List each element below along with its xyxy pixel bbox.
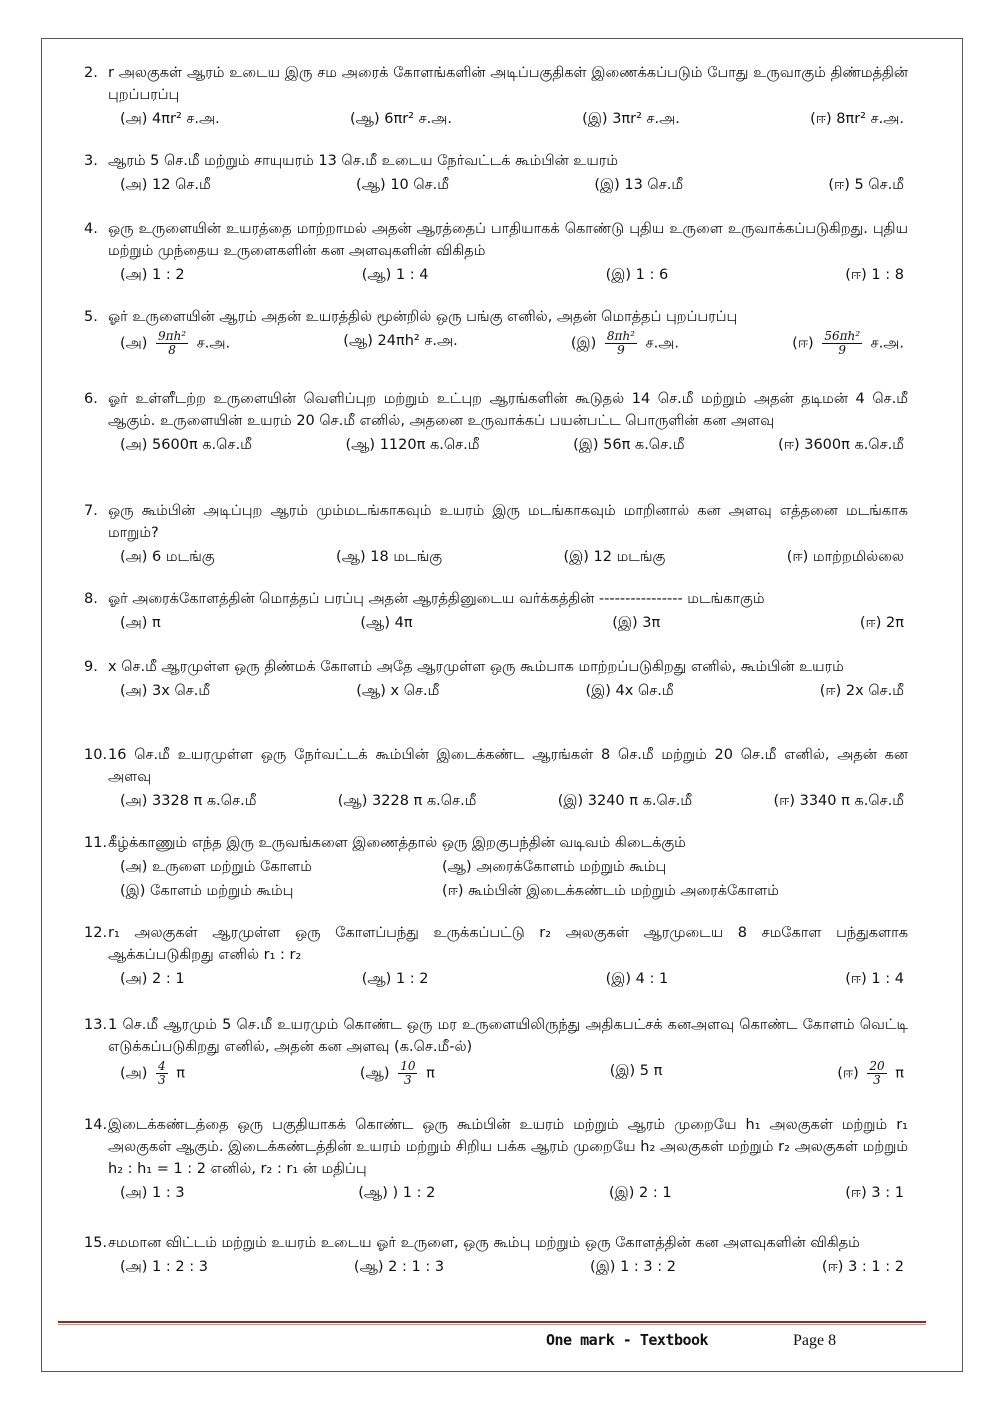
question-text: ஆரம் 5 செ.மீ மற்றும் சாயுயரம் 13 செ.மீ உடைய நேர்வட்டக் கூம்பின் உயரம் [108,153,618,169]
question-stem [84,1232,908,1254]
option-suffix: ச.அ. [640,335,679,352]
option-2[interactable] [442,856,904,878]
option-label: (இ) [570,335,601,352]
option-3[interactable] [564,546,666,568]
question-stem [84,744,908,788]
option-3[interactable] [571,330,679,357]
option-value: 4πr² ச.அ. [152,111,220,127]
option-label: (ஆ) [358,1185,393,1201]
option-1[interactable] [120,1060,185,1087]
option-3[interactable] [120,880,442,902]
option-value: 5600π க.செ.மீ [152,437,252,453]
option-label: (ஈ) [845,971,872,987]
option-suffix: π [890,1065,904,1082]
footer-rule-thin [58,1324,926,1325]
option-4[interactable] [828,174,904,196]
option-3[interactable] [612,612,660,634]
question-2 [84,62,908,130]
option-list [84,1182,908,1204]
option-value: கோளம் மற்றும் கூம்பு [150,883,294,899]
option-value: 18 மடங்கு [370,549,443,565]
fraction-numerator: 4 [158,1059,166,1073]
option-label: (ஆ) [360,615,395,631]
option-label: (இ) [585,683,616,699]
option-3[interactable] [590,1256,676,1278]
option-4[interactable] [822,1256,904,1278]
question-9 [84,656,908,702]
option-value: 3x செ.மீ [152,683,211,699]
option-label: (அ) [120,859,153,875]
option-value: 1 : 8 [871,267,904,283]
option-2[interactable] [356,680,439,702]
option-4[interactable] [845,968,904,990]
option-label: (ஈ) [859,615,886,631]
fraction-denominator: 8 [168,343,176,357]
option-label: (அ) [120,971,153,987]
option-1[interactable] [120,1256,208,1278]
fraction [156,330,188,357]
question-stem [84,1114,908,1180]
option-1[interactable] [120,790,256,812]
option-list [84,264,908,286]
option-value: உருளை மற்றும் கோளம் [152,859,312,875]
fraction [822,330,862,357]
question-stem [84,218,908,262]
option-value: 2 : 1 [639,1185,672,1201]
question-stem [84,500,908,544]
option-label: (ஈ) [845,1185,872,1201]
option-value: 5 செ.மீ [854,177,904,193]
option-list [84,612,908,634]
option-suffix: ச.அ. [192,335,231,352]
question-number: 6. [84,391,98,407]
option-label: (அ) [120,1065,153,1082]
option-label: (ஆ) [361,267,396,283]
fraction-numerator: 9πh² [158,329,187,343]
option-4[interactable] [792,330,904,357]
option-label: (அ) [120,683,153,699]
option-4[interactable] [845,264,904,286]
option-value: 12 மடங்கு [593,549,666,565]
option-label: (ஆ) [343,333,378,349]
option-value: 56π க.செ.மீ [603,437,685,453]
option-value: கூம்பின் இடைக்கண்டம் மற்றும் அரைக்கோளம் [468,883,779,899]
option-label: (ஆ) [442,859,477,875]
option-value: 3 : 1 : 2 [848,1259,904,1275]
option-2[interactable] [345,434,479,456]
option-2[interactable] [338,790,477,812]
option-value: 1 : 3 [152,1185,185,1201]
option-label: (ஆ) [359,1065,395,1082]
question-text: ஒரு கூம்பின் அடிப்புற ஆரம் மும்மடங்காகவும் உயரம் இரு மடங்காகவும் மாறினால் கன அளவு எத்தனை மடங்காக மாறும்? [108,503,908,541]
option-label: (அ) [120,615,153,631]
question-text: 16 செ.மீ உயரமுள்ள ஒரு நேர்வட்டக் கூம்பின் இடைக்கண்ட ஆரங்கள் 8 செ.மீ மற்றும் 20 செ.மீ எனில், அதன் கன அளவு [108,747,908,785]
option-label: (ஈ) [786,549,813,565]
option-1[interactable] [120,174,211,196]
option-value: மாற்றமில்லை [812,549,904,565]
question-number: 4. [84,221,98,237]
option-1[interactable] [120,612,161,634]
question-4 [84,218,908,286]
option-list [84,680,908,702]
question-12 [84,922,908,990]
option-4[interactable] [442,880,904,902]
option-label: (அ) [120,1259,153,1275]
option-label: (இ) [605,267,636,283]
option-label: (இ) [609,1185,640,1201]
option-suffix: ச.அ. [866,335,904,352]
option-label: (ஈ) [810,111,837,127]
option-label: (ஆ) [353,1259,389,1275]
fraction-numerator: 8πh² [606,329,635,343]
option-list [84,434,908,456]
option-value: 24πh² ச.அ. [377,333,458,349]
option-3[interactable] [586,680,674,702]
option-value: ) 1 : 2 [392,1185,436,1201]
option-label: (இ) [612,615,643,631]
question-14 [84,1114,908,1204]
question-8 [84,588,908,634]
option-label: (இ) [582,111,613,127]
page-number: Page 8 [793,1332,837,1349]
option-value: 3328 π க.செ.மீ [152,793,257,809]
fraction [867,1060,886,1087]
option-list [84,546,908,568]
option-label: (அ) [120,335,153,352]
option-label: (இ) [563,549,594,565]
option-label: (அ) [120,549,153,565]
question-number: 9. [84,659,98,675]
question-6 [84,388,908,456]
option-list [84,330,908,357]
question-stem [84,832,908,854]
option-2[interactable] [336,546,442,568]
question-11 [84,832,908,902]
option-4[interactable] [778,434,904,456]
question-text: ஒரு உருளையின் உயரத்தை மாற்றாமல் அதன் ஆரத்தைப் பாதியாகக் கொண்டு புதிய உருளை உருவாக்கப்படுகிறது. புதிய மற்றும் முந்தைய உருளைகளின் கன அளவுகளின் விகிதம் [108,221,908,259]
option-4[interactable] [820,680,904,702]
option-label: (இ) [590,1259,621,1275]
option-4[interactable] [773,790,904,812]
option-2[interactable] [343,330,457,357]
option-label: (இ) [605,971,636,987]
option-list [84,174,908,196]
option-value: 12 செ.மீ [152,177,211,193]
option-label: (ஆ) [337,793,373,809]
option-2[interactable] [350,108,452,130]
question-number: 10. [84,747,108,763]
question-stem [84,306,908,328]
option-label: (அ) [120,267,153,283]
question-15 [84,1232,908,1278]
option-label: (அ) [120,1185,153,1201]
option-value: 4π [394,615,413,631]
question-13 [84,1014,908,1087]
option-label: (இ) [557,793,588,809]
question-stem [84,588,908,610]
option-value: 1 : 4 [395,267,429,283]
fraction-numerator: 56πh² [824,329,861,343]
option-label: (ஈ) [778,437,805,453]
fraction [156,1060,168,1087]
option-value: அரைக்கோளம் மற்றும் கூம்பு [476,859,667,875]
option-1[interactable] [120,680,210,702]
option-value: 3π [642,615,661,631]
option-list [84,1060,908,1087]
option-label: (ஆ) [361,971,396,987]
option-label: (அ) [120,111,153,127]
option-1[interactable] [120,330,230,357]
option-3[interactable] [594,174,683,196]
option-1[interactable] [120,856,442,878]
option-2[interactable] [354,1256,444,1278]
option-3[interactable] [610,1060,663,1087]
option-1[interactable] [120,968,185,990]
question-number: 7. [84,503,98,519]
question-number: 11. [84,835,108,851]
option-value: π [152,615,161,631]
option-label: (ஈ) [792,335,819,352]
option-label: (அ) [120,793,153,809]
option-value: 1 : 2 : 3 [152,1259,208,1275]
question-number: 12. [84,925,108,941]
option-value: x செ.மீ [390,683,440,699]
question-text: ஓர் அரைக்கோளத்தின் மொத்தப் பரப்பு அதன் ஆரத்தினுடைய வர்க்கத்தின் ---------------- மடங்காகும் [108,591,765,607]
option-value: 8πr² ச.அ. [836,111,904,127]
question-stem [84,922,908,966]
option-3[interactable] [606,968,669,990]
option-3[interactable] [582,108,680,130]
fraction-denominator: 9 [838,343,846,357]
question-number: 5. [84,309,98,325]
option-value: 1 : 3 : 2 [620,1259,676,1275]
question-stem [84,1014,908,1058]
question-10 [84,744,908,812]
option-label: (ஆ) [336,549,371,565]
option-label: (அ) [120,437,153,453]
fraction-denominator: 3 [873,1073,881,1087]
option-label: (இ) [573,437,604,453]
option-suffix: π [171,1065,186,1082]
option-1[interactable] [120,1182,185,1204]
option-label: (ஆ) [356,683,391,699]
option-2[interactable] [362,968,429,990]
question-number: 15. [84,1235,108,1251]
option-4[interactable] [837,1060,904,1087]
option-value: 6 மடங்கு [152,549,215,565]
fraction-numerator: 10 [400,1059,416,1073]
question-text: x செ.மீ ஆரமுள்ள ஒரு திண்மக் கோளம் அதே ஆரமுள்ள ஒரு கூம்பாக மாற்றப்படுகிறது எனில், கூம்பின் உயரம் [108,659,844,675]
question-stem [84,150,908,172]
option-value: 5 π [639,1063,663,1079]
question-stem [84,388,908,432]
option-value: 1120π க.செ.மீ [379,437,480,453]
fraction-numerator: 20 [869,1059,885,1073]
option-1[interactable] [120,264,185,286]
option-label: (ஆ) [356,177,391,193]
fraction-denominator: 3 [404,1073,412,1087]
question-number: 14. [84,1117,108,1133]
question-5 [84,306,908,357]
question-text: r அலகுகள் ஆரம் உடைய இரு சம அரைக் கோளங்களின் அடிப்பகுதிகள் இணைக்கப்படும் போது உருவாகும் திண்மத்தின் புறப்பரப்பு [108,65,908,103]
option-value: 1 : 4 [871,971,904,987]
option-value: 2 : 1 : 3 [388,1259,445,1275]
option-4[interactable] [845,1182,904,1204]
option-value: 3240 π க.செ.மீ [587,793,693,809]
option-label: (இ) [609,1063,640,1079]
option-1[interactable] [120,434,252,456]
option-value: 3πr² ச.அ. [612,111,680,127]
option-1[interactable] [120,546,215,568]
option-1[interactable] [120,108,220,130]
option-label: (இ) [594,177,625,193]
footer-title: One mark - Textbook [546,1331,709,1349]
option-2[interactable] [356,174,449,196]
option-label: (ஆ) [349,111,385,127]
option-label: (ஈ) [819,683,846,699]
option-2[interactable] [362,264,429,286]
option-label: (அ) [120,177,153,193]
option-value: 4x செ.மீ [615,683,674,699]
option-label: (ஈ) [442,883,469,899]
option-value: 2π [886,615,904,631]
option-value: 1 : 6 [635,267,669,283]
fraction [605,330,637,357]
option-label: (ஈ) [837,1065,864,1082]
option-value: 6πr² ச.அ. [384,111,452,127]
question-number: 8. [84,591,98,607]
question-text: r₁ அலகுகள் ஆரமுள்ள ஒரு கோளப்பந்து உருக்கப்பட்டு r₂ அலகுகள் ஆரமுடைய 8 சமகோள பந்துகளாக ஆக்கப்படுகிறது எனில் r₁ : r₂ [108,925,908,963]
option-label: (ஈ) [845,267,872,283]
option-label: (ஈ) [821,1259,849,1275]
option-value: 2 : 1 [152,971,185,987]
question-text: இடைக்கண்டத்தை ஒரு பகுதியாகக் கொண்ட ஒரு கூம்பின் உயரம் மற்றும் ஆரம் முறையே h₁ அலகுகள் மற்றும் r₁ அலகுகள் ஆகும். இடைக்கண்டத்தின் உயரம் மற்றும் சிறிய பக்க ஆரம் முறையே h₂ அலகுகள் மற்றும் r₂ அலகுகள் மற்றும் h₂ : h₁ = 1 : 2 எனில், r₂ : r₁ ன் மதிப்பு [108,1117,908,1177]
option-list [84,1256,908,1278]
option-value: 3 : 1 [871,1185,904,1201]
option-list [84,108,908,130]
question-text: ஓர் உள்ளீடற்ற உருளையின் வெளிப்புற மற்றும் உட்புற ஆரங்களின் கூடுதல் 14 செ.மீ மற்றும் அதன் தடிமன் 4 செ.மீ ஆகும். உருளையின் உயரம் 20 செ.மீ எனில், அதனை உருவாக்கப் பயன்பட்ட பொருளின் கன அளவு [108,391,908,429]
option-label: (ஈ) [773,793,800,809]
option-4[interactable] [787,546,904,568]
question-number: 3. [84,153,98,169]
option-3[interactable] [573,434,684,456]
footer-rule [58,1321,926,1323]
question-text: சமமான விட்டம் மற்றும் உயரம் உடைய ஓர் உருளை, ஒரு கூம்பு மற்றும் ஒரு கோளத்தின் கன அளவுகளின் விகிதம் [108,1235,860,1251]
option-2[interactable] [358,1182,435,1204]
fraction-denominator: 3 [158,1073,166,1087]
option-value: 13 செ.மீ [624,177,684,193]
option-value: 10 செ.மீ [390,177,450,193]
fraction [398,1060,417,1087]
option-list [84,968,908,990]
question-stem [84,62,908,106]
option-value: 3600π க.செ.மீ [804,437,904,453]
question-text: 1 செ.மீ ஆரமும் 5 செ.மீ உயரமும் கொண்ட ஒரு மர உருளையிலிருந்து அதிகபட்சக் கனஅளவு கொண்ட கோளம் வெட்டி எடுக்கப்படுகிறது எனில், அதன் கன அளவு (க.செ.மீ-ல்) [108,1017,908,1055]
option-3[interactable] [558,790,692,812]
option-2[interactable] [360,1060,435,1087]
question-7 [84,500,908,568]
question-text: கீழ்க்காணும் எந்த இரு உருவங்களை இணைத்தால் ஒரு இறகுபந்தின் வடிவம் கிடைக்கும் [108,835,686,851]
option-value: 1 : 2 [152,267,185,283]
option-label: (ஈ) [828,177,855,193]
question-3 [84,150,908,196]
option-value: 3228 π க.செ.மீ [372,793,477,809]
option-3[interactable] [609,1182,672,1204]
question-number: 2. [84,65,98,81]
fraction-denominator: 9 [617,343,625,357]
question-number: 13. [84,1017,108,1033]
option-4[interactable] [860,612,904,634]
option-value: 1 : 2 [395,971,429,987]
option-list [84,856,908,902]
option-4[interactable] [810,108,904,130]
option-label: (இ) [120,883,151,899]
option-value: 3340 π க.செ.மீ [799,793,904,809]
option-2[interactable] [360,612,412,634]
option-label: (ஆ) [345,437,380,453]
option-value: 4 : 1 [635,971,669,987]
option-3[interactable] [606,264,669,286]
option-list [84,790,908,812]
question-stem [84,656,908,678]
option-value: 2x செ.மீ [845,683,904,699]
question-text: ஓர் உருளையின் ஆரம் அதன் உயரத்தில் மூன்றில் ஒரு பங்கு எனில், அதன் மொத்தப் புறப்பரப்பு [108,309,738,325]
option-suffix: π [421,1065,435,1082]
